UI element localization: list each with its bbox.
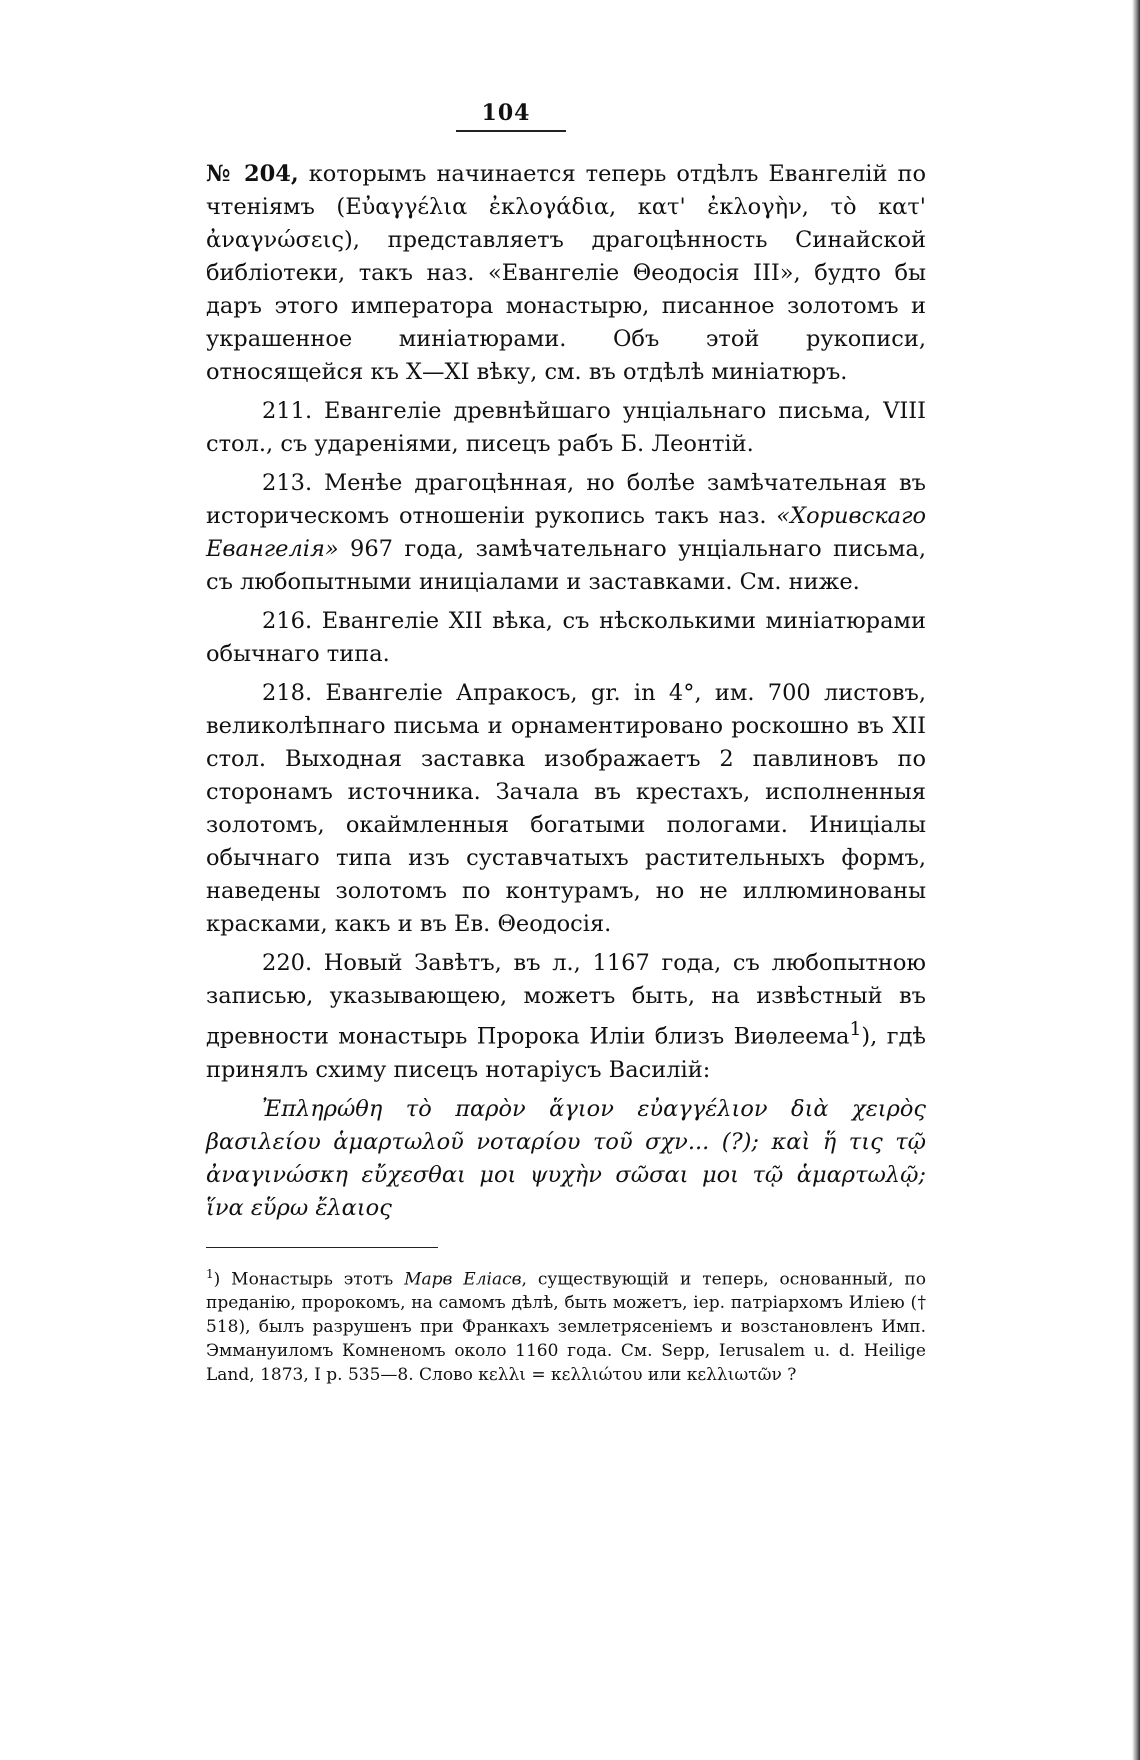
- paragraph-218: [206, 677, 926, 941]
- paragraph-220: [206, 947, 926, 1087]
- footnote-text: ) Монастырь этотъ: [213, 1269, 405, 1290]
- entry-number: 218.: [262, 680, 313, 706]
- entry-number: 220.: [262, 950, 313, 976]
- greek-colophon-quote: Ἐπληρώθη τὸ παρὸν ἅγιον εὐαγγέλιον διὰ χειρὸς βασιλείου ἁμαρτωλοῦ νοταρίου τοῦ σχν... (?); καὶ ἥ τις τῷ ἀναγινώσκη εὔχεσθαι μοι ψυχὴν σῶσαι μοι τῷ ἁμαρτωλῷ; ἵνα εὕρω ἔλαιος: [206, 1095, 926, 1221]
- paragraph-216: [206, 605, 926, 671]
- scan-edge-shadow: [1132, 0, 1140, 1760]
- footnote: [206, 1262, 926, 1388]
- entry-number: № 204,: [206, 161, 299, 187]
- paragraph-204: [206, 158, 926, 389]
- page-number: 104: [481, 100, 531, 126]
- paragraph-text: которымъ начинается теперь отдѣлъ Евангелій по чтеніямъ (Εὐαγγέλια ἐκλογάδια, κατ' ἐκλογὴν, τὸ κατ' ἀναγνώσεις), представляетъ драгоцѣнность Синайской библіотеки, такъ наз. «Евангеліе Θеодосія III», будто бы даръ этого императора монастырю, писанное золотомъ и украшенное миніатюрами. Объ этой рукописи, относящейся къ X—XI вѣку, см. въ отдѣлѣ миніатюръ.: [206, 161, 926, 385]
- paragraph-text: ), гдѣ принялъ схиму писецъ нотаріусъ Василій:: [206, 1023, 926, 1083]
- footnote-reference: 1: [849, 1019, 862, 1040]
- paragraph-text: Евангеліе Апракосъ, gr. in 4°, им. 700 листовъ, великолѣпнаго письма и орнаментировано роскошно въ XII стол. Выходная заставка изображаетъ 2 павлиновъ по сторонамъ источника. Зачала въ крестахъ, исполненныя золотомъ, окаймленныя богатыми пологами. Иниціалы обычнаго типа изъ суставчатыхъ растительныхъ формъ, наведены золотомъ по контурамъ, но не иллюминованы красками, какъ и въ Ев. Θеодосія.: [206, 680, 926, 937]
- footnote-mark: 1: [206, 1266, 214, 1281]
- manuscript-title: «Хоривскаго Евангелія»: [206, 503, 926, 562]
- entry-number: 213.: [262, 470, 313, 496]
- paragraph-text: Менѣе драгоцѣнная, но болѣе замѣчательная въ историческомъ отношеніи рукопись такъ наз.: [206, 470, 926, 529]
- footnote-rule: [206, 1247, 438, 1248]
- footnote-monastery-name: Марв Еліасв: [404, 1269, 522, 1290]
- paragraph-text: Евангеліе XII вѣка, съ нѣсколькими миніатюрами обычнаго типа.: [206, 608, 926, 667]
- paragraph-213: [206, 467, 926, 599]
- footnote-text: , существующій и теперь, основанный, по преданію, пророкомъ, на самомъ дѣлѣ, быть можетъ, іер. патріархомъ Иліею († 518), былъ разрушенъ при Франкахъ землетрясеніемъ и возстановленъ Имп. Эммануиломъ Комненомъ около 1160 года. См. Sepp, Ierusalem u. d. Heilige Land, 1873, I p. 535—8. Слово κελλι = κελλιώτου или κελλιωτῶν ?: [206, 1269, 926, 1386]
- paragraph-211: [206, 395, 926, 461]
- entry-number: 216.: [262, 608, 313, 634]
- book-page: [206, 100, 926, 1387]
- page-number-rule: [456, 130, 566, 132]
- paragraph-text: 967 года, замѣчательнаго унціальнаго письма, съ любопытными иниціалами и заставками. См. ниже.: [206, 536, 926, 595]
- paragraph-text: Евангеліе древнѣйшаго унціальнаго письма, VIII стол., съ удареніями, писецъ рабъ Б. Леонтій.: [206, 398, 926, 457]
- entry-number: 211.: [262, 398, 313, 424]
- paragraph-text: Новый Завѣтъ, въ л., 1167 года, съ любопытною записью, указывающею, можетъ быть, на извѣстный въ древности монастырь Пророка Иліи близъ Виѳлеема: [206, 950, 926, 1050]
